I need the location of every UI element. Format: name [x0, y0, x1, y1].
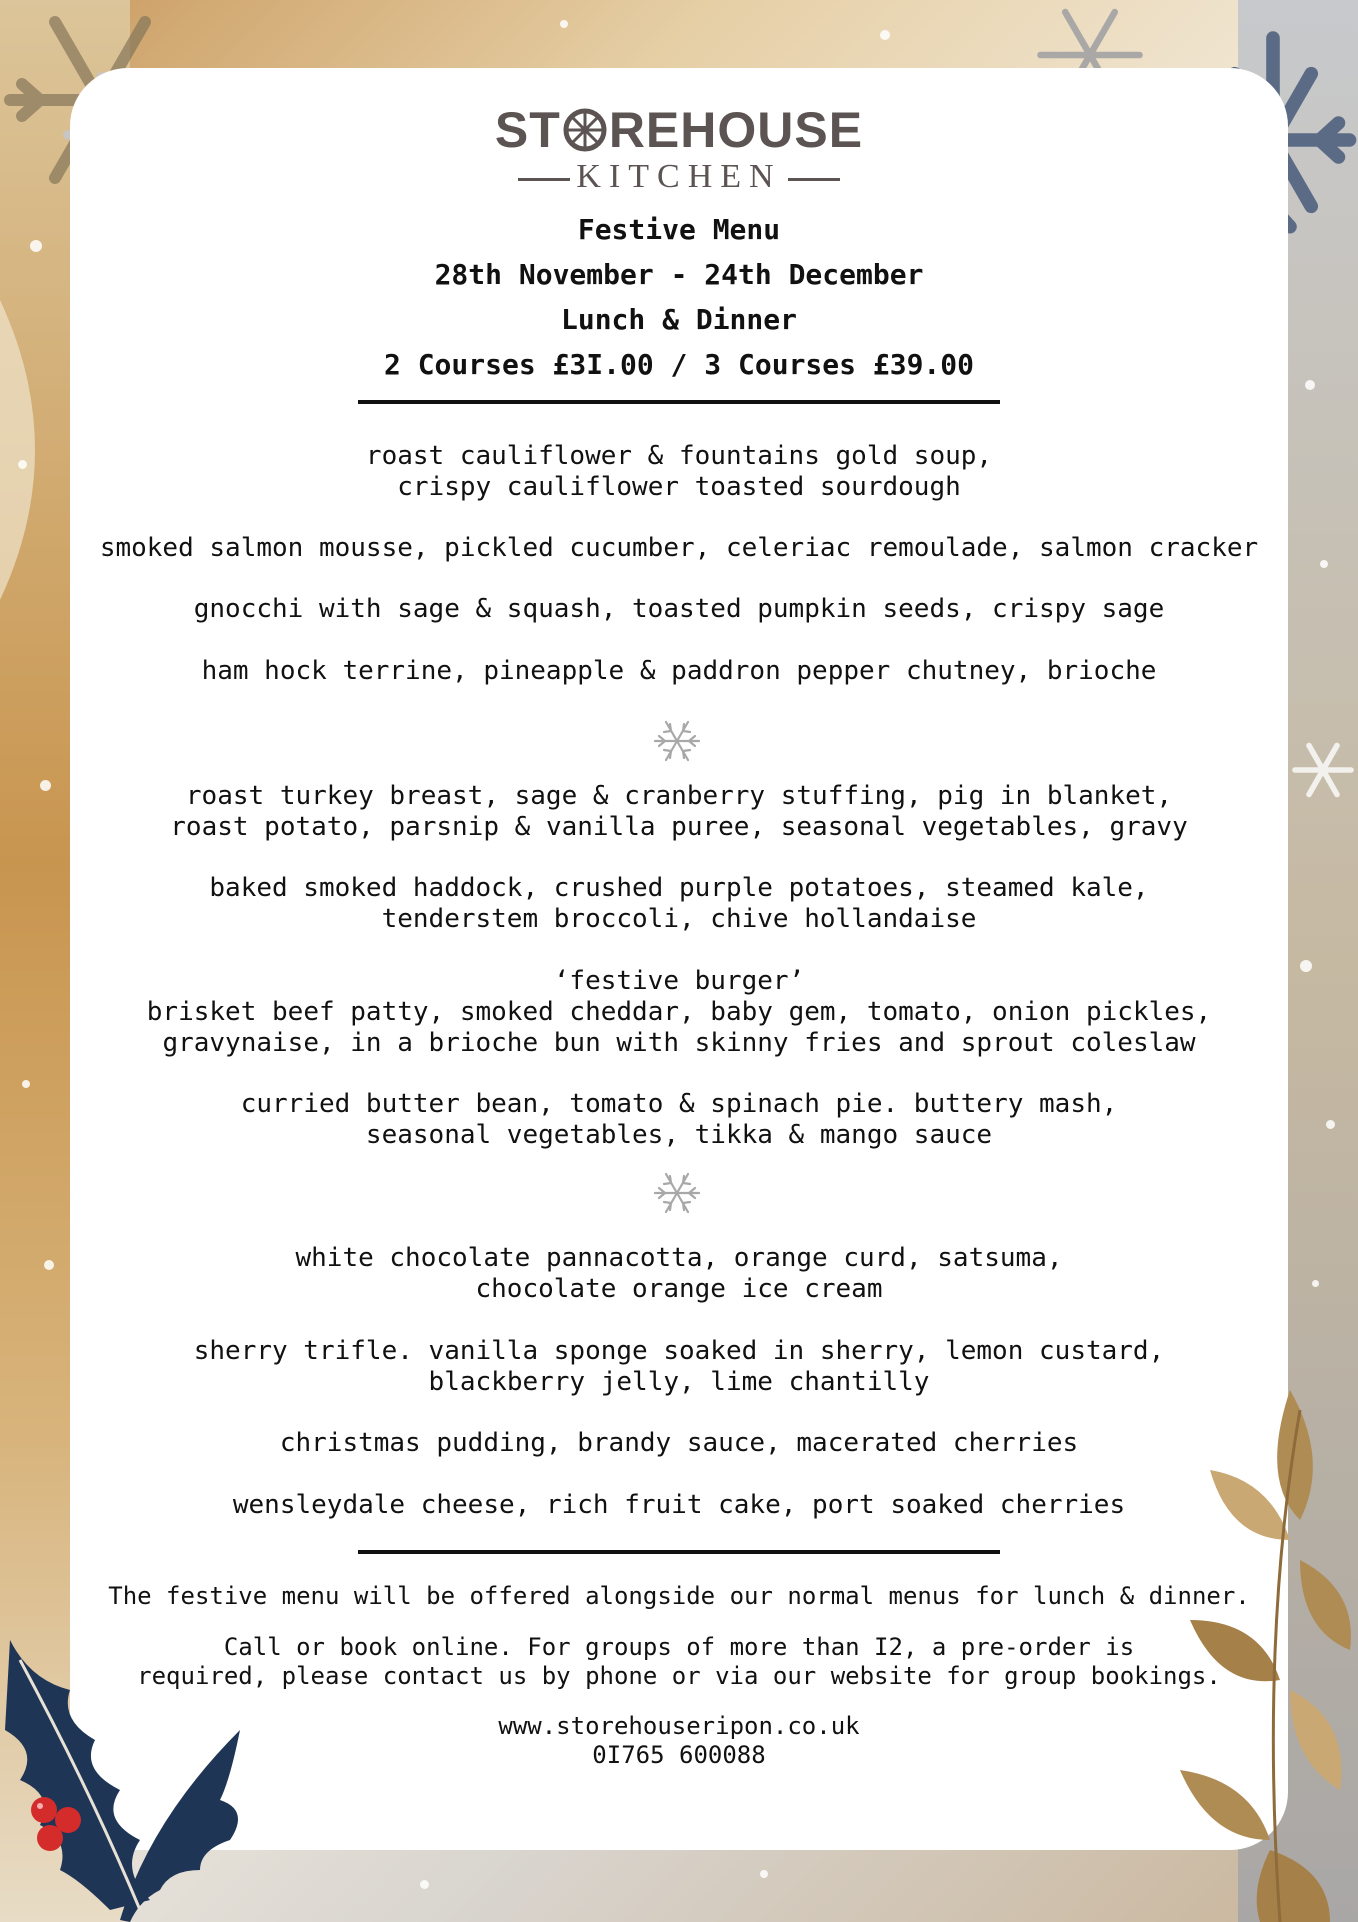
menu-dates: 28th November - 24th December — [434, 258, 924, 291]
starter-item-line: roast cauliflower & fountains gold soup, — [365, 441, 993, 471]
main-item-line: curried butter bean, tomato & spinach pie. buttery mash, — [240, 1089, 1118, 1119]
knife-icon — [788, 178, 840, 181]
footer-note: The festive menu will be offered alongside our normal menus for lunch & dinner. — [108, 1582, 1250, 1610]
dessert-item-line: white chocolate pannacotta, orange curd, satsuma, — [295, 1243, 1063, 1273]
berry-icon — [22, 1790, 102, 1870]
booking-line: Call or book online. For groups of more than I2, a pre-order is — [223, 1633, 1135, 1661]
divider — [358, 400, 1000, 404]
main-item-line: brisket beef patty, smoked cheddar, baby gem, tomato, onion pickles, — [146, 997, 1212, 1027]
main-item-line: baked smoked haddock, crushed purple potatoes, steamed kale, — [209, 873, 1149, 903]
snowflake-icon — [652, 716, 702, 766]
brand-logo — [0, 98, 1358, 158]
main-item-line: seasonal vegetables, tikka & mango sauce — [365, 1120, 993, 1150]
main-item-line: roast turkey breast, sage & cranberry stuffing, pig in blanket, — [185, 781, 1173, 811]
gold-leaf-icon — [1150, 1390, 1358, 1922]
starter-item-line: gnocchi with sage & squash, toasted pumpkin seeds, crispy sage — [193, 594, 1165, 624]
main-item-line: tenderstem broccoli, chive hollandaise — [381, 904, 977, 934]
main-item-line: gravynaise, in a brioche bun with skinny fries and sprout coleslaw — [162, 1028, 1196, 1058]
dessert-item-line: wensleydale cheese, rich fruit cake, port soaked cherries — [232, 1490, 1126, 1520]
brand-name-part2: REHOUSE — [608, 101, 864, 158]
dessert-item-line: christmas pudding, brandy sauce, macerated cherries — [279, 1428, 1079, 1458]
brand-sub-text: KITCHEN — [576, 158, 782, 195]
menu-price: 2 Courses £3I.00 / 3 Courses £39.00 — [383, 348, 974, 381]
main-item-line: ‘festive burger’ — [553, 966, 805, 996]
starter-item-line: ham hock terrine, pineapple & paddron pepper chutney, brioche — [201, 656, 1157, 686]
starter-item-line: smoked salmon mousse, pickled cucumber, celeriac remoulade, salmon cracker — [99, 533, 1259, 563]
holly-leaf-icon — [0, 1620, 260, 1922]
brand-name-part1: ST — [494, 101, 561, 158]
dessert-item-line: chocolate orange ice cream — [475, 1274, 883, 1304]
dessert-item-line: blackberry jelly, lime chantilly — [428, 1367, 930, 1397]
gear-icon — [562, 107, 608, 153]
phone-number[interactable]: 0I765 600088 — [592, 1741, 766, 1769]
fork-icon — [518, 178, 570, 181]
menu-title: Festive Menu — [577, 213, 781, 246]
snowflake-icon — [652, 1168, 702, 1218]
main-item-line: roast potato, parsnip & vanilla puree, seasonal vegetables, gravy — [170, 812, 1188, 842]
divider — [358, 1550, 1000, 1554]
dessert-item-line: sherry trifle. vanilla sponge soaked in sherry, lemon custard, — [193, 1336, 1165, 1366]
booking-line: required, please contact us by phone or via our website for group bookings. — [137, 1662, 1221, 1690]
website-link[interactable]: www.storehouseripon.co.uk — [498, 1712, 860, 1740]
brand-sub — [0, 158, 1358, 196]
starter-item-line: crispy cauliflower toasted sourdough — [397, 472, 961, 502]
menu-service: Lunch & Dinner — [560, 303, 797, 336]
